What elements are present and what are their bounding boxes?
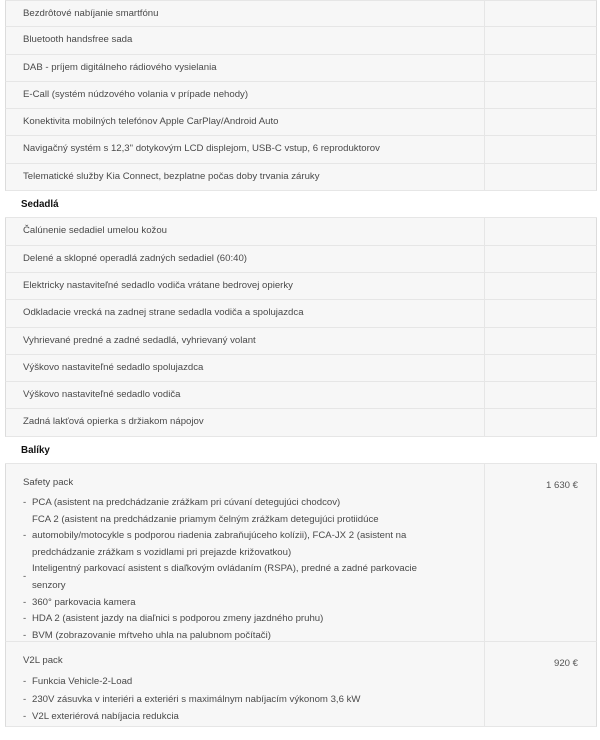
feature-value-cell <box>485 382 596 408</box>
bullet-dash: - <box>23 613 27 625</box>
feature-value-cell <box>485 246 596 272</box>
feature-row <box>5 300 597 327</box>
feature-label: Odkladacie vrecká na zadnej strane sedadla vodiča a spolujazdca <box>6 300 485 326</box>
feature-row <box>5 218 597 245</box>
features-group-seats <box>5 218 597 436</box>
features-group-connectivity <box>5 0 597 191</box>
feature-value-cell <box>485 1 596 26</box>
feature-value-cell <box>485 55 596 81</box>
package-name: V2L pack <box>23 655 63 667</box>
feature-row <box>5 82 597 109</box>
package-item <box>23 611 484 628</box>
section-header-seats <box>5 191 597 218</box>
package-item <box>23 561 484 583</box>
feature-row <box>5 382 597 409</box>
section-header-packs <box>5 437 597 464</box>
package-item-text: HDA 2 (asistent jazdy na diaľnici s podporou zmeny jazdného pruhu) <box>32 613 324 625</box>
package-v2l-pack <box>5 642 597 727</box>
package-item-text: 360° parkovacia kamera <box>32 596 136 608</box>
package-item <box>23 528 484 545</box>
package-name: Safety pack <box>23 477 74 489</box>
feature-value-cell <box>485 82 596 108</box>
feature-label: E-Call (systém núdzového volania v prípade nehody) <box>6 82 485 108</box>
bullet-dash: - <box>23 497 27 509</box>
equipment-table <box>5 0 597 727</box>
bullet-dash: - <box>23 530 27 542</box>
package-item-text: V2L exteriérová nabíjacia redukcia <box>32 711 179 723</box>
feature-row <box>5 164 597 191</box>
package-item <box>23 595 484 612</box>
package-items <box>23 495 484 644</box>
feature-label: Vyhrievané predné a zadné sedadlá, vyhrievaný volant <box>6 328 485 354</box>
package-item-text: automobily/motocykle s podporou riadenia zabraňujúceho kolízii), FCA-JX 2 (asistent na <box>32 530 407 542</box>
bullet-dash: - <box>23 571 27 583</box>
feature-row <box>5 27 597 54</box>
bullet-dash <box>23 545 31 562</box>
feature-label: Bluetooth handsfree sada <box>6 27 485 53</box>
section-title: Balíky <box>21 444 50 456</box>
feature-row <box>5 136 597 163</box>
package-item <box>23 512 484 529</box>
feature-value-cell <box>485 109 596 135</box>
feature-label: Zadná lakťová opierka s držiakom nápojov <box>6 409 485 435</box>
package-item <box>23 673 484 691</box>
package-item-text: PCA (asistent na predchádzanie zrážkam pri cúvaní detegujúci chodcov) <box>32 497 341 509</box>
package-item-text: FCA 2 (asistent na predchádzanie priamym čelným zrážkam detegujúci protiidúce <box>32 513 379 525</box>
feature-row <box>5 0 597 27</box>
bullet-dash <box>23 512 31 529</box>
package-safety-pack <box>5 464 597 642</box>
feature-row <box>5 328 597 355</box>
feature-row <box>5 355 597 382</box>
feature-row <box>5 246 597 273</box>
feature-value-cell <box>485 218 596 244</box>
feature-row <box>5 55 597 82</box>
feature-label: Navigačný systém s 12,3" dotykovým LCD displejom, USB-C vstup, 6 reproduktorov <box>6 136 485 162</box>
package-item-text: Inteligentný parkovací asistent s diaľkovým ovládaním (RSPA), predné a zadné parkovacie <box>32 563 417 575</box>
package-item-text: predchádzanie zrážkam s vozidlami pri prejazde križovatkou) <box>32 546 292 558</box>
package-price: 1 630 € <box>545 480 578 492</box>
package-item-text: 230V zásuvka v interiéri a exteriéri s maximálnym nabíjacím výkonom 3,6 kW <box>32 693 361 705</box>
feature-label: Elektricky nastaviteľné sedadlo vodiča vrátane bedrovej opierky <box>6 273 485 299</box>
package-item <box>23 708 484 726</box>
package-item <box>23 495 484 512</box>
feature-value-cell <box>485 164 596 190</box>
feature-label: Výškovo nastaviteľné sedadlo vodiča <box>6 382 485 408</box>
feature-value-cell <box>485 136 596 162</box>
feature-label: DAB - príjem digitálneho rádiového vysielania <box>6 55 485 81</box>
package-item-text: senzory <box>32 580 66 592</box>
feature-label: Bezdrôtové nabíjanie smartfónu <box>6 1 485 26</box>
feature-value-cell <box>485 27 596 53</box>
feature-value-cell <box>485 273 596 299</box>
package-item <box>23 578 484 595</box>
feature-value-cell <box>485 409 596 435</box>
bullet-dash: - <box>23 629 27 641</box>
feature-value-cell <box>485 300 596 326</box>
feature-value-cell <box>485 355 596 381</box>
bullet-dash: - <box>23 693 27 705</box>
feature-label: Konektivita mobilných telefónov Apple CarPlay/Android Auto <box>6 109 485 135</box>
feature-label: Čalúnenie sedadiel umelou kožou <box>6 218 485 244</box>
package-item <box>23 691 484 709</box>
package-items <box>23 673 484 726</box>
bullet-dash: - <box>23 596 27 608</box>
feature-row <box>5 409 597 436</box>
section-title: Sedadlá <box>21 199 59 211</box>
package-item-text: Funkcia Vehicle-2-Load <box>32 676 133 688</box>
feature-row <box>5 273 597 300</box>
feature-label: Delené a sklopné operadlá zadných sedadiel (60:40) <box>6 246 485 272</box>
bullet-dash: - <box>23 711 27 723</box>
package-item-text: BVM (zobrazovanie mŕtveho uhla na palubnom počítači) <box>32 629 271 641</box>
bullet-dash: - <box>23 676 27 688</box>
feature-label: Telematické služby Kia Connect, bezplatne počas doby trvania záruky <box>6 164 485 190</box>
feature-row <box>5 109 597 136</box>
feature-label: Výškovo nastaviteľné sedadlo spolujazdca <box>6 355 485 381</box>
package-price: 920 € <box>553 658 578 670</box>
feature-value-cell <box>485 328 596 354</box>
bullet-dash <box>23 578 31 595</box>
package-item <box>23 545 484 562</box>
